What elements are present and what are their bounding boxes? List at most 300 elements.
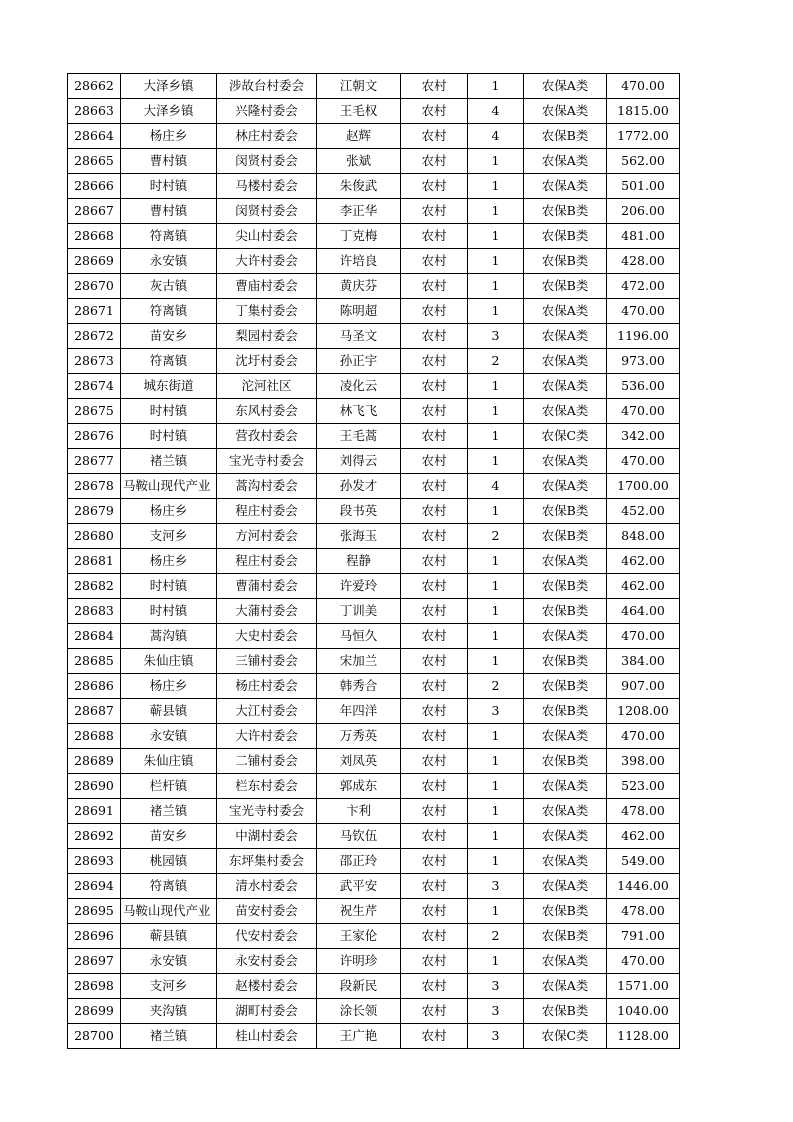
household-type: 农村 bbox=[401, 99, 468, 124]
insurance-category: 农保A类 bbox=[524, 174, 607, 199]
village-name: 马楼村委会 bbox=[217, 174, 317, 199]
amount-value: 1128.00 bbox=[607, 1024, 680, 1049]
table-row bbox=[68, 274, 680, 299]
village-name: 丁集村委会 bbox=[217, 299, 317, 324]
household-type: 农村 bbox=[401, 874, 468, 899]
amount-value: 462.00 bbox=[607, 549, 680, 574]
village-name: 永安村委会 bbox=[217, 949, 317, 974]
town-name: 时村镇 bbox=[121, 599, 217, 624]
table-row bbox=[68, 649, 680, 674]
village-name: 沈圩村委会 bbox=[217, 349, 317, 374]
town-name: 朱仙庄镇 bbox=[121, 649, 217, 674]
person-name: 祝生芹 bbox=[317, 899, 401, 924]
household-type: 农村 bbox=[401, 599, 468, 624]
member-count: 2 bbox=[468, 674, 524, 699]
household-type: 农村 bbox=[401, 724, 468, 749]
household-type: 农村 bbox=[401, 299, 468, 324]
member-count: 3 bbox=[468, 974, 524, 999]
village-name: 涉故台村委会 bbox=[217, 74, 317, 99]
amount-value: 536.00 bbox=[607, 374, 680, 399]
town-name: 曹村镇 bbox=[121, 199, 217, 224]
village-name: 闵贤村委会 bbox=[217, 149, 317, 174]
town-name: 城东街道 bbox=[121, 374, 217, 399]
household-type: 农村 bbox=[401, 149, 468, 174]
member-count: 1 bbox=[468, 599, 524, 624]
record-id: 28681 bbox=[68, 549, 121, 574]
household-type: 农村 bbox=[401, 274, 468, 299]
record-id: 28683 bbox=[68, 599, 121, 624]
table-row bbox=[68, 699, 680, 724]
table-row bbox=[68, 974, 680, 999]
table-row bbox=[68, 449, 680, 474]
town-name: 时村镇 bbox=[121, 574, 217, 599]
household-type: 农村 bbox=[401, 824, 468, 849]
amount-value: 1700.00 bbox=[607, 474, 680, 499]
village-name: 林庄村委会 bbox=[217, 124, 317, 149]
record-id: 28662 bbox=[68, 74, 121, 99]
person-name: 孙正宇 bbox=[317, 349, 401, 374]
record-id: 28698 bbox=[68, 974, 121, 999]
insurance-category: 农保B类 bbox=[524, 674, 607, 699]
record-id: 28675 bbox=[68, 399, 121, 424]
member-count: 2 bbox=[468, 349, 524, 374]
amount-value: 470.00 bbox=[607, 949, 680, 974]
member-count: 2 bbox=[468, 524, 524, 549]
member-count: 1 bbox=[468, 849, 524, 874]
person-name: 孙发才 bbox=[317, 474, 401, 499]
person-name: 丁克梅 bbox=[317, 224, 401, 249]
town-name: 褚兰镇 bbox=[121, 799, 217, 824]
record-id: 28668 bbox=[68, 224, 121, 249]
town-name: 永安镇 bbox=[121, 249, 217, 274]
person-name: 宋加兰 bbox=[317, 649, 401, 674]
town-name: 曹村镇 bbox=[121, 149, 217, 174]
household-type: 农村 bbox=[401, 249, 468, 274]
town-name: 大泽乡镇 bbox=[121, 99, 217, 124]
insurance-category: 农保A类 bbox=[524, 724, 607, 749]
village-name: 三铺村委会 bbox=[217, 649, 317, 674]
village-name: 大许村委会 bbox=[217, 249, 317, 274]
household-type: 农村 bbox=[401, 374, 468, 399]
insurance-category: 农保A类 bbox=[524, 324, 607, 349]
table-row bbox=[68, 424, 680, 449]
member-count: 1 bbox=[468, 549, 524, 574]
record-id: 28676 bbox=[68, 424, 121, 449]
household-type: 农村 bbox=[401, 449, 468, 474]
household-type: 农村 bbox=[401, 424, 468, 449]
insurance-category: 农保B类 bbox=[524, 249, 607, 274]
village-name: 大蒲村委会 bbox=[217, 599, 317, 624]
village-name: 东坪集村委会 bbox=[217, 849, 317, 874]
amount-value: 1446.00 bbox=[607, 874, 680, 899]
household-type: 农村 bbox=[401, 974, 468, 999]
town-name: 杨庄乡 bbox=[121, 674, 217, 699]
member-count: 3 bbox=[468, 324, 524, 349]
person-name: 卞利 bbox=[317, 799, 401, 824]
town-name: 杨庄乡 bbox=[121, 124, 217, 149]
member-count: 1 bbox=[468, 174, 524, 199]
amount-value: 1772.00 bbox=[607, 124, 680, 149]
household-type: 农村 bbox=[401, 1024, 468, 1049]
table-row bbox=[68, 174, 680, 199]
village-name: 栏东村委会 bbox=[217, 774, 317, 799]
insurance-category: 农保A类 bbox=[524, 624, 607, 649]
amount-value: 1040.00 bbox=[607, 999, 680, 1024]
insurance-category: 农保B类 bbox=[524, 899, 607, 924]
table-row bbox=[68, 199, 680, 224]
record-id: 28696 bbox=[68, 924, 121, 949]
amount-value: 464.00 bbox=[607, 599, 680, 624]
record-id: 28674 bbox=[68, 374, 121, 399]
table-row bbox=[68, 924, 680, 949]
table-row bbox=[68, 899, 680, 924]
household-type: 农村 bbox=[401, 624, 468, 649]
insurance-category: 农保A类 bbox=[524, 849, 607, 874]
amount-value: 470.00 bbox=[607, 724, 680, 749]
table-row bbox=[68, 324, 680, 349]
member-count: 1 bbox=[468, 799, 524, 824]
amount-value: 472.00 bbox=[607, 274, 680, 299]
household-type: 农村 bbox=[401, 124, 468, 149]
household-type: 农村 bbox=[401, 224, 468, 249]
amount-value: 1208.00 bbox=[607, 699, 680, 724]
table-row bbox=[68, 624, 680, 649]
person-name: 韩秀合 bbox=[317, 674, 401, 699]
amount-value: 501.00 bbox=[607, 174, 680, 199]
member-count: 1 bbox=[468, 899, 524, 924]
amount-value: 342.00 bbox=[607, 424, 680, 449]
data-sheet bbox=[67, 73, 680, 1049]
household-type: 农村 bbox=[401, 749, 468, 774]
town-name: 杨庄乡 bbox=[121, 549, 217, 574]
person-name: 刘得云 bbox=[317, 449, 401, 474]
village-name: 苗安村委会 bbox=[217, 899, 317, 924]
record-id: 28672 bbox=[68, 324, 121, 349]
village-name: 中湖村委会 bbox=[217, 824, 317, 849]
village-name: 二铺村委会 bbox=[217, 749, 317, 774]
record-id: 28700 bbox=[68, 1024, 121, 1049]
town-name: 褚兰镇 bbox=[121, 1024, 217, 1049]
amount-value: 452.00 bbox=[607, 499, 680, 524]
amount-value: 549.00 bbox=[607, 849, 680, 874]
member-count: 1 bbox=[468, 249, 524, 274]
town-name: 蒿沟镇 bbox=[121, 624, 217, 649]
member-count: 1 bbox=[468, 374, 524, 399]
member-count: 1 bbox=[468, 824, 524, 849]
person-name: 马钦伍 bbox=[317, 824, 401, 849]
record-id: 28682 bbox=[68, 574, 121, 599]
insurance-category: 农保B类 bbox=[524, 649, 607, 674]
record-id: 28687 bbox=[68, 699, 121, 724]
table-row bbox=[68, 999, 680, 1024]
insurance-category: 农保A类 bbox=[524, 549, 607, 574]
household-type: 农村 bbox=[401, 949, 468, 974]
village-name: 杨庄村委会 bbox=[217, 674, 317, 699]
record-id: 28680 bbox=[68, 524, 121, 549]
member-count: 3 bbox=[468, 999, 524, 1024]
member-count: 4 bbox=[468, 474, 524, 499]
insurance-category: 农保A类 bbox=[524, 449, 607, 474]
insurance-category: 农保A类 bbox=[524, 99, 607, 124]
member-count: 1 bbox=[468, 199, 524, 224]
member-count: 1 bbox=[468, 574, 524, 599]
village-name: 大史村委会 bbox=[217, 624, 317, 649]
household-type: 农村 bbox=[401, 899, 468, 924]
record-id: 28666 bbox=[68, 174, 121, 199]
person-name: 陈明超 bbox=[317, 299, 401, 324]
record-id: 28685 bbox=[68, 649, 121, 674]
town-name: 大泽乡镇 bbox=[121, 74, 217, 99]
insurance-category: 农保B类 bbox=[524, 199, 607, 224]
village-name: 清水村委会 bbox=[217, 874, 317, 899]
member-count: 1 bbox=[468, 649, 524, 674]
table-row bbox=[68, 374, 680, 399]
record-id: 28697 bbox=[68, 949, 121, 974]
village-name: 东风村委会 bbox=[217, 399, 317, 424]
village-name: 程庄村委会 bbox=[217, 549, 317, 574]
table-row bbox=[68, 524, 680, 549]
household-type: 农村 bbox=[401, 849, 468, 874]
table-row bbox=[68, 124, 680, 149]
amount-value: 973.00 bbox=[607, 349, 680, 374]
record-id: 28690 bbox=[68, 774, 121, 799]
table-row bbox=[68, 799, 680, 824]
amount-value: 470.00 bbox=[607, 624, 680, 649]
record-id: 28677 bbox=[68, 449, 121, 474]
town-name: 永安镇 bbox=[121, 949, 217, 974]
insurance-category: 农保B类 bbox=[524, 924, 607, 949]
insurance-category: 农保C类 bbox=[524, 1024, 607, 1049]
member-count: 1 bbox=[468, 274, 524, 299]
town-name: 符离镇 bbox=[121, 874, 217, 899]
person-name: 刘凤英 bbox=[317, 749, 401, 774]
insurance-category: 农保B类 bbox=[524, 274, 607, 299]
insurance-category: 农保A类 bbox=[524, 374, 607, 399]
member-count: 1 bbox=[468, 949, 524, 974]
household-type: 农村 bbox=[401, 399, 468, 424]
town-name: 符离镇 bbox=[121, 224, 217, 249]
amount-value: 907.00 bbox=[607, 674, 680, 699]
person-name: 万秀英 bbox=[317, 724, 401, 749]
household-type: 农村 bbox=[401, 574, 468, 599]
town-name: 永安镇 bbox=[121, 724, 217, 749]
table-row bbox=[68, 499, 680, 524]
town-name: 时村镇 bbox=[121, 424, 217, 449]
person-name: 郭成东 bbox=[317, 774, 401, 799]
insurance-category: 农保B类 bbox=[524, 749, 607, 774]
insurance-category: 农保B类 bbox=[524, 599, 607, 624]
town-name: 苗安乡 bbox=[121, 824, 217, 849]
household-type: 农村 bbox=[401, 999, 468, 1024]
amount-value: 398.00 bbox=[607, 749, 680, 774]
table-row bbox=[68, 99, 680, 124]
insurance-category: 农保B类 bbox=[524, 524, 607, 549]
record-id: 28692 bbox=[68, 824, 121, 849]
amount-value: 206.00 bbox=[607, 199, 680, 224]
town-name: 时村镇 bbox=[121, 399, 217, 424]
record-id: 28693 bbox=[68, 849, 121, 874]
amount-value: 523.00 bbox=[607, 774, 680, 799]
insurance-category: 农保A类 bbox=[524, 974, 607, 999]
village-name: 曹庙村委会 bbox=[217, 274, 317, 299]
amount-value: 478.00 bbox=[607, 799, 680, 824]
household-type: 农村 bbox=[401, 649, 468, 674]
insurance-category: 农保A类 bbox=[524, 399, 607, 424]
insurance-category: 农保A类 bbox=[524, 149, 607, 174]
household-type: 农村 bbox=[401, 324, 468, 349]
member-count: 1 bbox=[468, 749, 524, 774]
insurance-category: 农保A类 bbox=[524, 799, 607, 824]
town-name: 支河乡 bbox=[121, 524, 217, 549]
member-count: 1 bbox=[468, 299, 524, 324]
household-type: 农村 bbox=[401, 699, 468, 724]
person-name: 程静 bbox=[317, 549, 401, 574]
person-name: 马恒久 bbox=[317, 624, 401, 649]
member-count: 1 bbox=[468, 724, 524, 749]
table-row bbox=[68, 549, 680, 574]
person-name: 张海玉 bbox=[317, 524, 401, 549]
person-name: 凌化云 bbox=[317, 374, 401, 399]
record-id: 28667 bbox=[68, 199, 121, 224]
village-name: 宝光寺村委会 bbox=[217, 449, 317, 474]
member-count: 2 bbox=[468, 924, 524, 949]
table-row bbox=[68, 874, 680, 899]
table-row bbox=[68, 774, 680, 799]
village-name: 大江村委会 bbox=[217, 699, 317, 724]
member-count: 4 bbox=[468, 99, 524, 124]
member-count: 1 bbox=[468, 149, 524, 174]
member-count: 1 bbox=[468, 499, 524, 524]
person-name: 张斌 bbox=[317, 149, 401, 174]
town-name: 褚兰镇 bbox=[121, 449, 217, 474]
insurance-category: 农保C类 bbox=[524, 424, 607, 449]
household-type: 农村 bbox=[401, 199, 468, 224]
village-name: 兴隆村委会 bbox=[217, 99, 317, 124]
insurance-category: 农保B类 bbox=[524, 224, 607, 249]
town-name: 符离镇 bbox=[121, 349, 217, 374]
amount-value: 428.00 bbox=[607, 249, 680, 274]
person-name: 王广艳 bbox=[317, 1024, 401, 1049]
household-type: 农村 bbox=[401, 774, 468, 799]
person-name: 江朝文 bbox=[317, 74, 401, 99]
household-type: 农村 bbox=[401, 524, 468, 549]
table-row bbox=[68, 74, 680, 99]
amount-value: 384.00 bbox=[607, 649, 680, 674]
amount-value: 791.00 bbox=[607, 924, 680, 949]
village-name: 宝光寺村委会 bbox=[217, 799, 317, 824]
town-name: 杨庄乡 bbox=[121, 499, 217, 524]
household-type: 农村 bbox=[401, 924, 468, 949]
table-row bbox=[68, 224, 680, 249]
amount-value: 462.00 bbox=[607, 824, 680, 849]
amount-value: 1196.00 bbox=[607, 324, 680, 349]
member-count: 3 bbox=[468, 699, 524, 724]
insurance-category: 农保A类 bbox=[524, 874, 607, 899]
amount-value: 1815.00 bbox=[607, 99, 680, 124]
household-type: 农村 bbox=[401, 174, 468, 199]
member-count: 1 bbox=[468, 774, 524, 799]
member-count: 4 bbox=[468, 124, 524, 149]
village-name: 赵楼村委会 bbox=[217, 974, 317, 999]
record-id: 28691 bbox=[68, 799, 121, 824]
household-type: 农村 bbox=[401, 674, 468, 699]
member-count: 1 bbox=[468, 624, 524, 649]
record-id: 28699 bbox=[68, 999, 121, 1024]
insurance-category: 农保B类 bbox=[524, 499, 607, 524]
record-id: 28663 bbox=[68, 99, 121, 124]
member-count: 1 bbox=[468, 399, 524, 424]
table-row bbox=[68, 349, 680, 374]
amount-value: 848.00 bbox=[607, 524, 680, 549]
person-name: 许爱玲 bbox=[317, 574, 401, 599]
village-name: 程庄村委会 bbox=[217, 499, 317, 524]
table-row bbox=[68, 749, 680, 774]
table-row bbox=[68, 474, 680, 499]
town-name: 支河乡 bbox=[121, 974, 217, 999]
insurance-category: 农保B类 bbox=[524, 574, 607, 599]
table-row bbox=[68, 1024, 680, 1049]
village-name: 大许村委会 bbox=[217, 724, 317, 749]
table-body bbox=[68, 74, 680, 1049]
village-name: 梨园村委会 bbox=[217, 324, 317, 349]
member-count: 1 bbox=[468, 224, 524, 249]
insurance-category: 农保B类 bbox=[524, 124, 607, 149]
town-name: 朱仙庄镇 bbox=[121, 749, 217, 774]
allowance-table bbox=[67, 73, 680, 1049]
record-id: 28695 bbox=[68, 899, 121, 924]
person-name: 丁训美 bbox=[317, 599, 401, 624]
person-name: 马圣文 bbox=[317, 324, 401, 349]
record-id: 28688 bbox=[68, 724, 121, 749]
town-name: 栏杆镇 bbox=[121, 774, 217, 799]
insurance-category: 农保A类 bbox=[524, 824, 607, 849]
household-type: 农村 bbox=[401, 349, 468, 374]
town-name: 马鞍山现代产业 bbox=[121, 899, 217, 924]
record-id: 28678 bbox=[68, 474, 121, 499]
amount-value: 478.00 bbox=[607, 899, 680, 924]
household-type: 农村 bbox=[401, 474, 468, 499]
town-name: 马鞍山现代产业 bbox=[121, 474, 217, 499]
member-count: 1 bbox=[468, 449, 524, 474]
insurance-category: 农保A类 bbox=[524, 949, 607, 974]
person-name: 年四洋 bbox=[317, 699, 401, 724]
record-id: 28669 bbox=[68, 249, 121, 274]
person-name: 朱俊武 bbox=[317, 174, 401, 199]
village-name: 曹蒲村委会 bbox=[217, 574, 317, 599]
village-name: 桂山村委会 bbox=[217, 1024, 317, 1049]
insurance-category: 农保A类 bbox=[524, 299, 607, 324]
town-name: 蕲县镇 bbox=[121, 699, 217, 724]
table-row bbox=[68, 599, 680, 624]
village-name: 湖町村委会 bbox=[217, 999, 317, 1024]
amount-value: 562.00 bbox=[607, 149, 680, 174]
person-name: 段新民 bbox=[317, 974, 401, 999]
village-name: 闵贤村委会 bbox=[217, 199, 317, 224]
village-name: 方河村委会 bbox=[217, 524, 317, 549]
town-name: 时村镇 bbox=[121, 174, 217, 199]
table-row bbox=[68, 949, 680, 974]
village-name: 代安村委会 bbox=[217, 924, 317, 949]
record-id: 28686 bbox=[68, 674, 121, 699]
person-name: 武平安 bbox=[317, 874, 401, 899]
insurance-category: 农保A类 bbox=[524, 74, 607, 99]
table-row bbox=[68, 299, 680, 324]
record-id: 28679 bbox=[68, 499, 121, 524]
household-type: 农村 bbox=[401, 799, 468, 824]
table-row bbox=[68, 849, 680, 874]
person-name: 许明珍 bbox=[317, 949, 401, 974]
amount-value: 481.00 bbox=[607, 224, 680, 249]
